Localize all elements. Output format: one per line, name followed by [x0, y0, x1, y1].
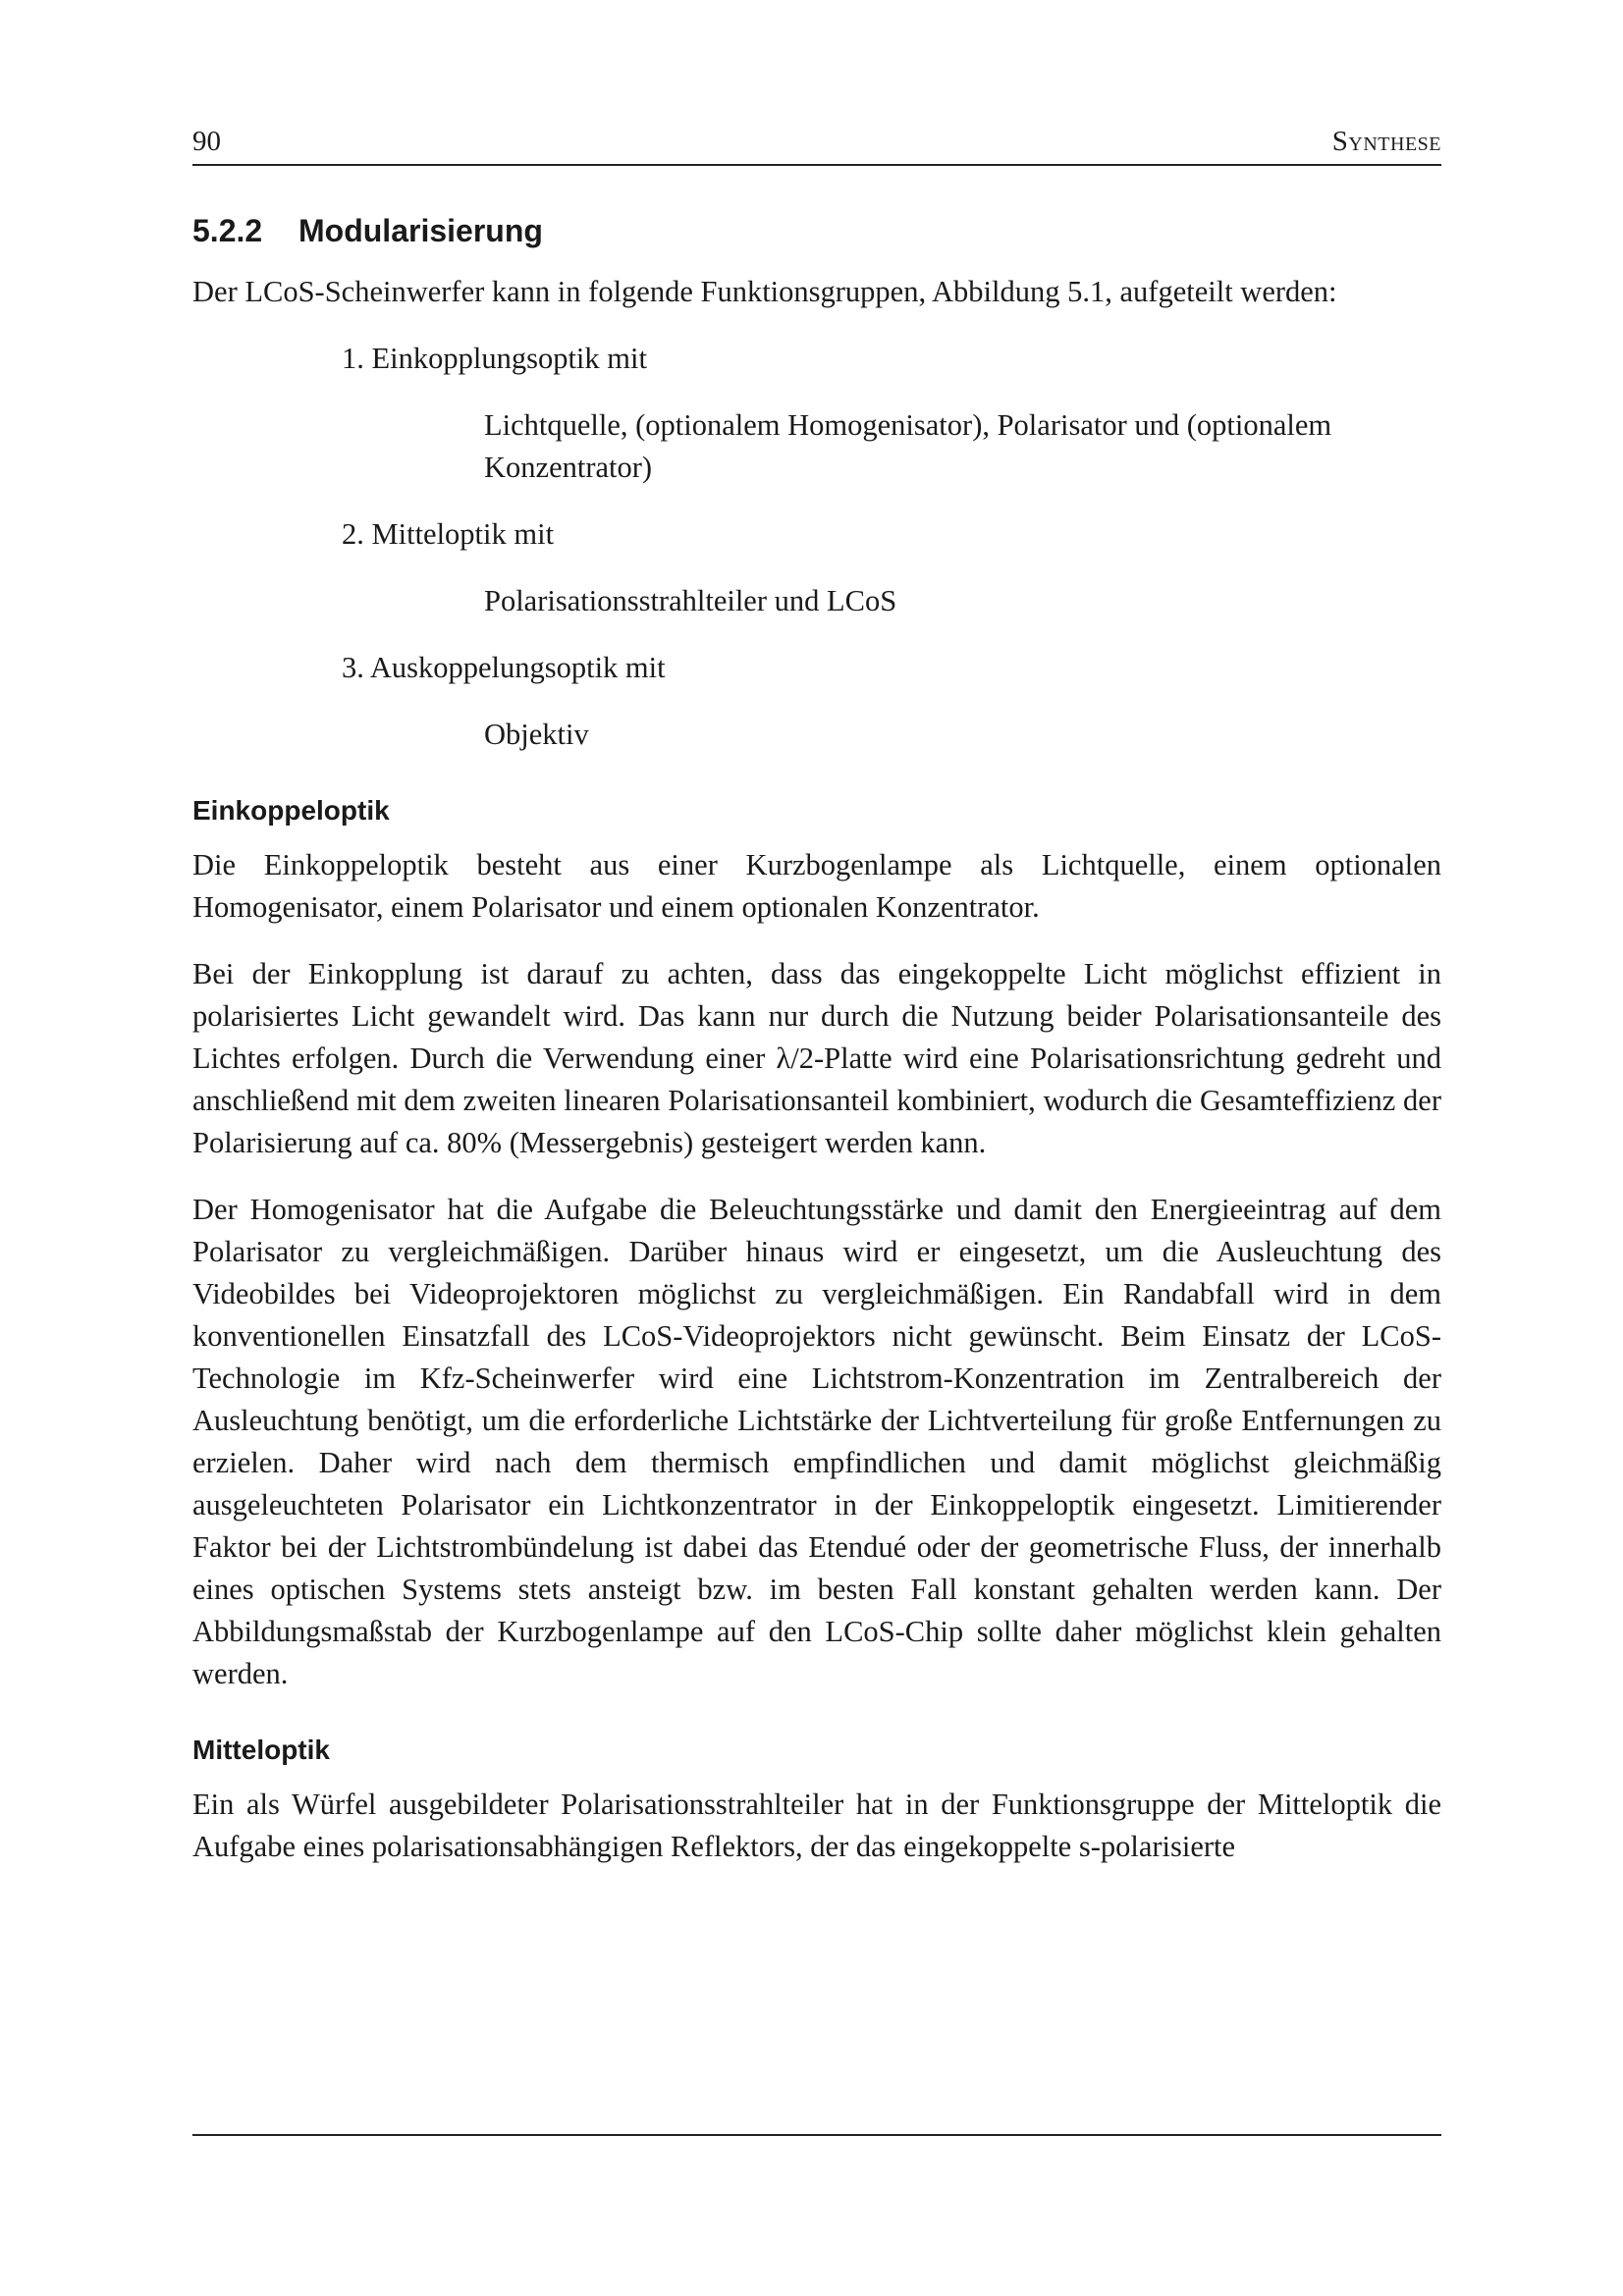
section-title: Modularisierung: [298, 213, 543, 248]
body-paragraph: Der Homogenisator hat die Aufgabe die Beleuchtungsstärke und damit den Energieeintrag auf dem Polarisator zu vergleichmäßigen. Darüber hinaus wird er eingesetzt, um die Ausleuchtung des Videobildes bei Videoprojektoren möglichst zu vergleichmäßigen. Ein Randabfall wird in dem konventionellen Einsatzfall des LCoS-Videoprojektors nicht gewünscht. Beim Einsatz der LCoS-Technologie im Kfz-Scheinwerfer wird eine Lichtstrom-Konzentration im Zentralbereich der Ausleuchtung benötigt, um die erforderliche Lichtstärke der Lichtverteilung für große Entfernungen zu erzielen. Daher wird nach dem thermisch empfindlichen und damit möglichst gleichmäßig ausgeleuchteten Polarisator ein Lichtkonzentrator in der Einkoppeloptik eingesetzt. Limitierender Faktor bei der Lichtstrombündelung ist dabei das Etendué oder der geometrische Fluss, der innerhalb eines optischen Systems stets ansteigt bzw. im besten Fall konstant gehalten werden kann. Der Abbildungsmaßstab der Kurzbogenlampe auf den LCoS-Chip sollte daher möglichst klein gehalten werden.: [192, 1193, 1441, 1690]
body-paragraph: Ein als Würfel ausgebildeter Polarisationsstrahlteiler hat in der Funktionsgruppe der Mitteloptik die Aufgabe eines polarisationsabhängigen Reflektors, der das eingekoppelte s-polarisierte: [192, 1788, 1441, 1863]
function-group-list: [192, 338, 1441, 756]
footer-rule: [192, 2134, 1441, 2136]
document-page: [192, 126, 1441, 1893]
subheading-mitteloptik: Mitteloptik: [192, 1735, 330, 1765]
section-number: 5.2.2: [192, 213, 263, 248]
page-header: [192, 126, 1441, 166]
list-item-detail: Polarisationsstrahlteiler und LCoS: [484, 584, 897, 617]
subheading-einkoppeloptik: Einkoppeloptik: [192, 795, 390, 826]
body-paragraph: Bei der Einkopplung ist darauf zu achten, dass das eingekoppelte Licht möglichst effizient in polarisiertes Licht gewandelt wird. Das kann nur durch die Nutzung beider Polarisationsanteile des Lichtes erfolgen. Durch die Verwendung einer λ/2-Platte wird eine Polarisationsrichtung gedreht und anschließend mit dem zweiten linearen Polarisationsanteil kombiniert, wodurch die Gesamteffizienz der Polarisierung auf ca. 80% (Messergebnis) gesteigert werden kann.: [192, 957, 1441, 1159]
list-item-title: 3. Auskoppelungsoptik mit: [342, 651, 666, 684]
section-heading: [192, 213, 1441, 249]
body-paragraph: Die Einkoppeloptik besteht aus einer Kurzbogenlampe als Lichtquelle, einem optionalen Homogenisator, einem Polarisator und einem optionalen Konzentrator.: [192, 848, 1441, 924]
list-item-title: 2. Mitteloptik mit: [342, 517, 555, 551]
running-title: Synthese: [1331, 126, 1441, 157]
intro-paragraph: Der LCoS-Scheinwerfer kann in folgende Funktionsgruppen, Abbildung 5.1, aufgeteilt werden:: [192, 275, 1337, 308]
list-item-detail: Objektiv: [484, 718, 589, 751]
page-number: 90: [192, 126, 221, 157]
list-item-detail: Lichtquelle, (optionalem Homogenisator), Polarisator und (optionalem Konzentrator): [484, 408, 1332, 484]
list-item-title: 1. Einkopplungsoptik mit: [342, 342, 647, 375]
